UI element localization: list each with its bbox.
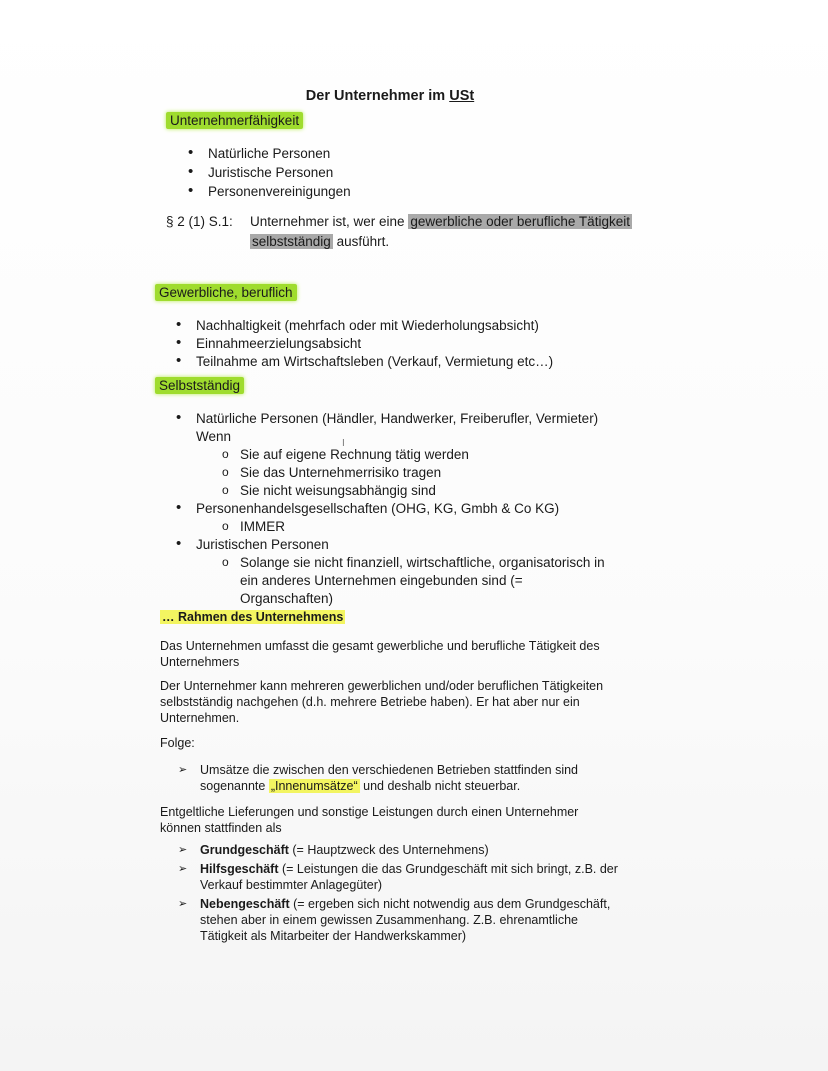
list-gewerblich: [174, 317, 553, 371]
rahmen-paragraph-3: Entgeltliche Lieferungen und sonstige Leistungen durch einen Unternehmer können stattfinden als: [160, 805, 579, 835]
desc-nebengeschaeft: (= ergeben sich nicht notwendig aus dem Grundgeschäft, stehen aber in einem gewissen Zusammenhang. Z.B. ehrenamtliche Tätigkeit als Mitarbeiter der Handwerkskammer): [200, 897, 611, 943]
sublist-item: o Sie das Unternehmerrisiko tragen: [218, 464, 634, 482]
definition-pre: Unternehmer ist, wer eine: [250, 214, 409, 229]
innenumsaetze-pre: Umsätze die zwischen den verschiedenen Betrieben stattfinden sind sogenannte: [200, 763, 578, 793]
definition-highlight-2: selbstständig: [252, 234, 331, 249]
list-item: • Nachhaltigkeit (mehrfach oder mit Wiederholungsabsicht): [174, 317, 553, 335]
term-hilfsgeschaeft: Hilfsgeschäft: [200, 862, 279, 876]
sublist-personenhandel: [218, 518, 634, 536]
definition-highlight-1: gewerbliche oder berufliche Tätigkeit: [410, 214, 630, 229]
sublist-item: o IMMER: [218, 518, 634, 536]
list-item: • Teilnahme am Wirtschaftsleben (Verkauf, Vermietung etc…): [174, 353, 553, 371]
list-item: • Juristische Personen: [186, 163, 351, 182]
page-title: [0, 88, 780, 104]
arrow-list-item: [178, 861, 624, 893]
folge-label: Folge:: [160, 736, 195, 750]
item-wenn: Wenn: [196, 429, 232, 444]
arrow-list-item: [178, 762, 598, 794]
list-item: [174, 500, 634, 536]
sublist-item: o Solange sie nicht finanziell, wirtschaftliche, organisatorisch in ein anderes Unternehmen eingebunden sind (= Organschaften): [218, 554, 618, 608]
desc-grundgeschaeft: (= Hauptzweck des Unternehmens): [288, 843, 489, 857]
heading-selbststaendig: Selbstständig: [155, 377, 244, 394]
title-text: Der Unternehmer im: [305, 88, 450, 104]
list-item: • Einnahmeerzielungsabsicht: [174, 335, 553, 353]
item-natuerliche-personen: • Natürliche Personen (Händler, Handwerker, Freiberufler, Vermieter): [196, 411, 599, 426]
arrow-list-item: [178, 842, 624, 858]
rahmen-paragraph-2: Der Unternehmer kann mehreren gewerblichen und/oder beruflichen Tätigkeiten selbstständig nachgehen (d.h. mehrere Betriebe haben). Er hat aber nur ein Unternehmen.: [160, 679, 604, 725]
item-personenhandelsgesellschaften: • Personenhandelsgesellschaften (OHG, KG, Gmbh & Co KG): [196, 501, 560, 516]
paragraph-definition: [166, 212, 656, 252]
section-rahmen-heading: [160, 610, 345, 624]
desc-hilfsgeschaeft: (= Leistungen die das Grundgeschäft mit sich bringt, z.B. der Verkauf bestimmter Anlagegüter): [200, 862, 618, 892]
section-gewerblich-heading: [155, 285, 297, 300]
heading-rahmen: … Rahmen des Unternehmens: [162, 610, 344, 624]
sublist-item: o Sie nicht weisungsabhängig sind: [218, 482, 634, 500]
section-selbststaendig-heading: [155, 378, 244, 393]
geschaeft-list: [178, 842, 624, 947]
innenumsaetze-highlight: „Innenumsätze“: [270, 779, 358, 793]
sublist-item: o Sie auf eigene Rechnung tätig werden: [218, 446, 634, 464]
item-juristische-personen: • Juristischen Personen: [196, 537, 329, 552]
sublist-natuerliche: [218, 446, 634, 500]
text-cursor-icon: I: [342, 438, 345, 449]
definition-text: [250, 212, 656, 252]
list-selbststaendig: [174, 410, 634, 608]
section-unternehmerfaehigkeit-heading: [166, 113, 303, 128]
heading-gewerblich: Gewerbliche, beruflich: [155, 284, 297, 301]
term-nebengeschaeft: Nebengeschäft: [200, 897, 290, 911]
arrow-list-item: [178, 896, 624, 944]
list-item: [174, 536, 634, 608]
innenumsaetze-post: und deshalb nicht steuerbar.: [359, 779, 521, 793]
heading-unternehmerfaehigkeit: Unternehmerfähigkeit: [166, 112, 303, 129]
title-ust: USt: [449, 88, 475, 104]
rahmen-paragraph-1: Das Unternehmen umfasst die gesamt gewerbliche und berufliche Tätigkeit des Unternehmers: [160, 639, 600, 669]
term-grundgeschaeft: Grundgeschäft: [200, 843, 289, 857]
list-unternehmerfaehigkeit: [186, 144, 351, 201]
law-reference: § 2 (1) S.1:: [166, 214, 233, 229]
folge-list: [178, 762, 598, 797]
definition-post: ausführt.: [332, 234, 390, 249]
list-item: • Personenvereinigungen: [186, 182, 351, 201]
list-item: • Natürliche Personen: [186, 144, 351, 163]
sublist-juristische: [218, 554, 618, 608]
list-item: [174, 410, 634, 500]
